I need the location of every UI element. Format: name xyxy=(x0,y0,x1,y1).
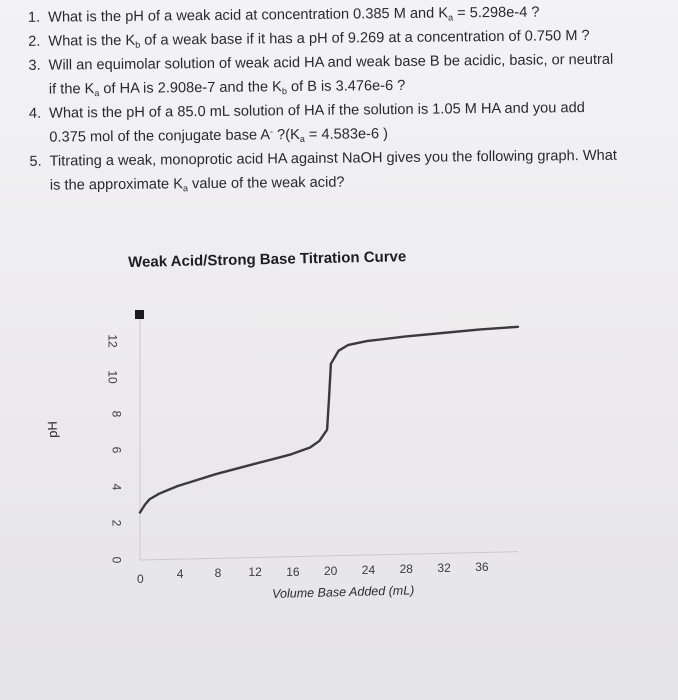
x-tick-label: 12 xyxy=(248,565,262,580)
x-tick-label: 0 xyxy=(137,572,144,586)
x-tick-label: 24 xyxy=(361,562,376,577)
question-number: 5. xyxy=(29,153,42,170)
question-number: 2. xyxy=(28,33,41,50)
question-number: 3. xyxy=(28,57,41,74)
titration-curve xyxy=(140,327,518,513)
x-tick-label: 8 xyxy=(214,566,222,581)
y-tick-label: 4 xyxy=(109,483,124,491)
question-number: 1. xyxy=(27,9,41,26)
x-tick-label: 16 xyxy=(286,564,300,579)
question-text: Titrating a weak, monoprotic acid HA against NaOH gives you the following graph. What xyxy=(49,147,617,170)
y-tick-label: 12 xyxy=(105,333,120,348)
question-number: 4. xyxy=(28,105,42,122)
question-text: What is the pH of a weak acid at concentration 0.385 M and $K_a = 5.298e-4$ ? xyxy=(48,4,540,26)
x-tick-label: 32 xyxy=(437,561,451,576)
y-axis-label: pH xyxy=(44,421,60,438)
question-text: What is the $K_b$ of a weak base if it has a pH of 9.269 at a concentration of 0.750 M ? xyxy=(48,27,590,50)
question-text-continued: if the $K_a$ of HA is 2.908e-7 and the $K_b$ of B is 3.476e-6 ? xyxy=(48,77,406,99)
question-text: Will an equimolar solution of weak acid HA and weak base B be acidic, basic, or neutral xyxy=(48,51,614,74)
y-tick-label: 10 xyxy=(105,370,120,384)
chart-title: Weak Acid/Strong Base Titration Curve xyxy=(128,248,407,271)
question-text-continued: is the approximate $K_a$ value of the weak acid? xyxy=(49,174,345,194)
y-tick-label: 0 xyxy=(109,556,124,564)
x-tick-label: 20 xyxy=(324,563,338,578)
question-text: What is the pH of a 85.0 mL solution of HA if the solution is 1.05 M HA and you add xyxy=(49,100,585,122)
x-tick-label: 4 xyxy=(176,567,184,582)
y-tick-label: 8 xyxy=(109,410,124,418)
y-tick-label: 2 xyxy=(109,520,124,527)
x-tick-label: 28 xyxy=(399,562,413,577)
axis-marker xyxy=(135,310,144,319)
x-axis-line xyxy=(140,552,518,560)
y-tick-label: 6 xyxy=(109,446,124,454)
question-text-continued: 0.375 mol of the conjugate base A- $?(K_a = 4.583e-6$ ) xyxy=(49,126,389,146)
x-axis-label: Volume Base Added (mL) xyxy=(272,583,415,601)
x-tick-label: 36 xyxy=(475,560,489,575)
